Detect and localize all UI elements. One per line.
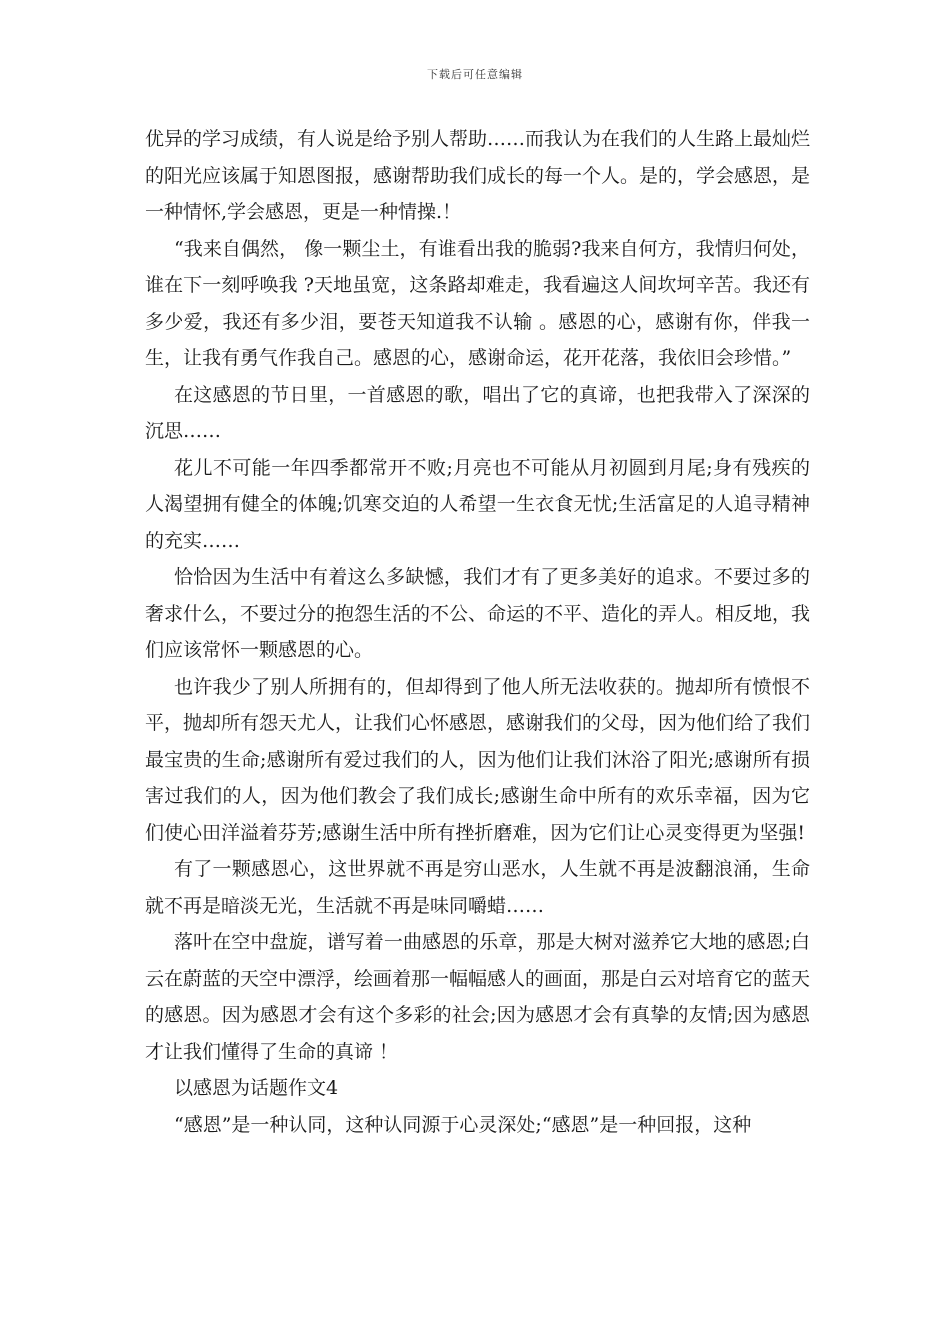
section-title: 以感恩为话题作文4	[174, 1077, 339, 1099]
document-body	[145, 121, 810, 1143]
paragraph: 花儿不可能一年四季都常开不败;月亮也不可能从月初圆到月尾;身有残疾的人渴望拥有健全的体魄;饥寒交迫的人希望一生衣食无忧;生活富足的人追寻精神的充实……	[145, 456, 810, 552]
paragraph: “感恩”是一种认同，这种认同源于心灵深处;“感恩”是一种回报，这种	[174, 1113, 752, 1136]
paragraph: 有了一颗感恩心，这世界就不再是穷山恶水，人生就不再是波翻浪涌，生命就不再是暗淡无光，生活就不再是味同嚼蜡……	[145, 858, 810, 917]
paragraph: 落叶在空中盘旋，谱写着一曲感恩的乐章，那是大树对滋养它大地的感恩;白云在蔚蓝的天空中漂浮，绘画着那一幅幅感人的画面，那是白云对培育它的蓝天的感恩。因为感恩才会有这个多彩的社会;因为感恩才会有真挚的友情;因为感恩才让我们懂得了生命的真谛 ！	[145, 931, 811, 1063]
paragraph: 优异的学习成绩，有人说是给予别人帮助……而我认为在我们的人生路上最灿烂的阳光应该属于知恩图报，感谢帮助我们成长的每一个人。是的，学会感恩，是一种情怀,学会感恩，更是一种情操.！	[145, 128, 811, 223]
paragraph: “我来自偶然， 像一颗尘土，有谁看出我的脆弱?我来自何方，我情归何处，谁在下一刻呼唤我 ?天地虽宽，这条路却难走，我看遍这人间坎坷辛苦。我还有多少爱，我还有多少泪，要苍天知道我不认输 。感恩的心，感谢有你，伴我一生，让我有勇气作我自己。感恩的心，感谢命运，花开花落，我依旧会珍惜。”	[145, 237, 810, 369]
page-header: 下载后可任意编辑	[427, 68, 523, 81]
paragraph: 在这感恩的节日里，一首感恩的歌，唱出了它的真谛，也把我带入了深深的沉思……	[145, 383, 810, 442]
paragraph: 恰恰因为生活中有着这么多缺憾，我们才有了更多美好的追求。不要过多的奢求什么，不要过分的抱怨生活的不公、命运的不平、造化的弄人。相反地，我们应该常怀一颗感恩的心。	[145, 566, 811, 661]
paragraph: 也许我少了别人所拥有的，但却得到了他人所无法收获的。抛却所有愤恨不平，抛却所有怨天尤人，让我们心怀感恩，感谢我们的父母，因为他们给了我们最宝贵的生命;感谢所有爱过我们的人，因为他们让我们沐浴了阳光;感谢所有损害过我们的人，因为他们教会了我们成长;感谢生命中所有的欢乐幸福，因为它们使心田洋溢着芬芳;感谢生活中所有挫折磨难，因为它们让心灵变得更为坚强!	[145, 675, 811, 844]
